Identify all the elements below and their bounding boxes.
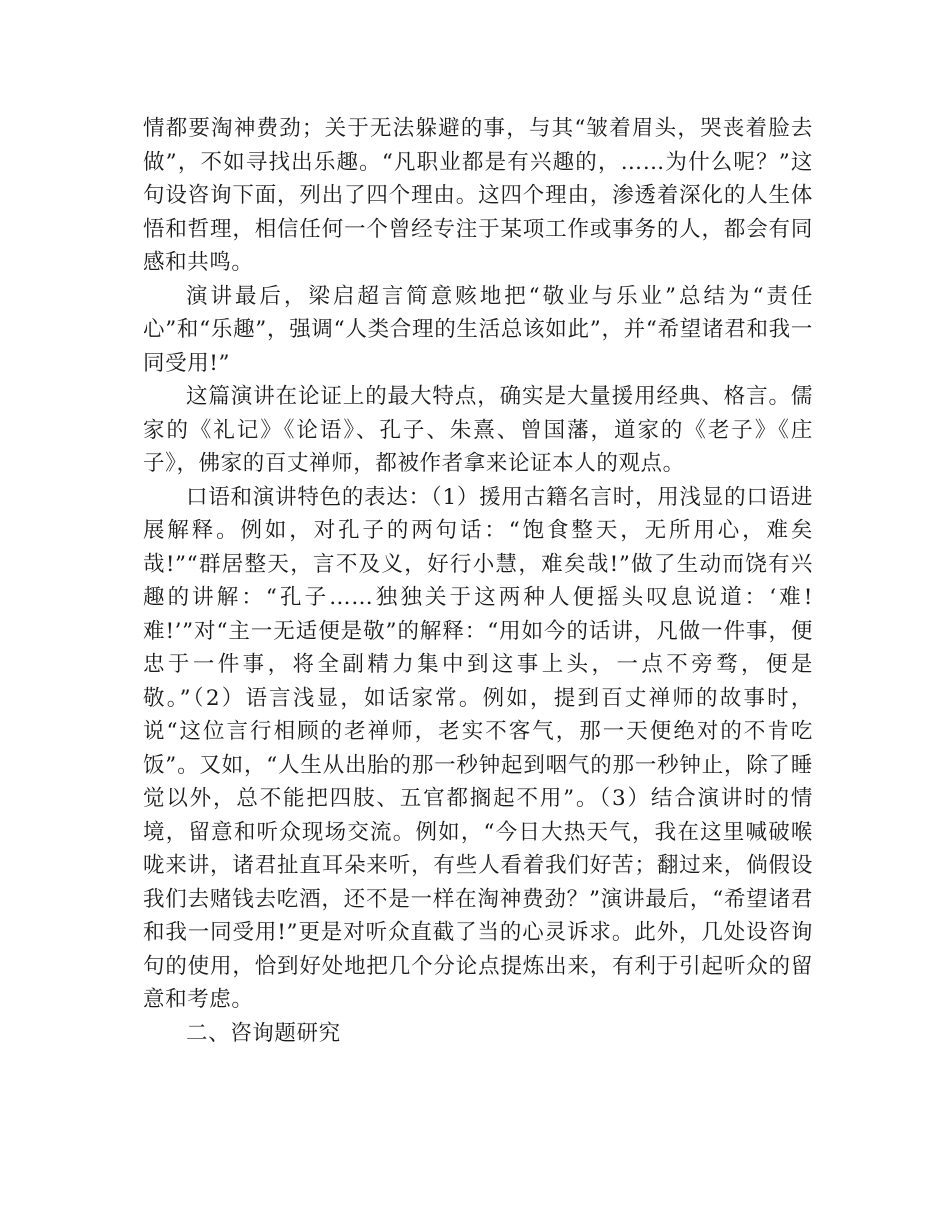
paragraph-oral-style: 口语和演讲特色的表达：（1）援用古籍名言时，用浅显的口语进展解释。例如，对孔子的两句话：“饱食整天，无所用心，难矣哉!”“群居整天，言不及义，好行小慧，难矣哉!”做了生动而饶有兴趣的讲解：“孔子……独独关于这两种人便摇头叹息说道：‘难!难!’”对“主一无适便是敬”的解释：“用如今的话讲，凡做一件事，便忠于一件事，将全副精力集中到这事上头，一点不旁骛，便是敬。”（2）语言浅显，如话家常。例如，提到百丈禅师的故事时，说“这位言行相顾的老禅师，老实不客气，那一天便绝对的不肯吃饭”。又如，“人生从出胎的那一秒钟起到咽气的那一秒钟止，除了睡觉以外，总不能把四肢、五官都搁起不用”。（3）结合演讲时的情境，留意和听众现场交流。例如，“今日大热天气，我在这里喊破喉咙来讲，诸君扯直耳朵来听，有些人看着我们好苦；翻过来，倘假设我们去赌钱去吃酒，还不是一样在淘神费劲？”演讲最后，“希望诸君和我一同受用!”更是对听众直截了当的心灵诉求。此外，几处设咨询句的使用，恰到好处地把几个分论点提炼出来，有利于引起听众的留意和考虑。 (143, 484, 813, 1012)
document-page (143, 112, 813, 1050)
paragraph-argument-feature: 这篇演讲在论证上的最大特点，确实是大量援用经典、格言。儒家的《礼记》《论语》、孔子、朱熹、曾国藩，道家的《老子》《庄子》，佛家的百丈禅师，都被作者拿来论证本人的观点。 (143, 384, 813, 476)
paragraph-continuation: 情都要淘神费劲；关于无法躲避的事，与其“皱着眉头，哭丧着脸去做”，不如寻找出乐趣。“凡职业都是有兴趣的，……为什么呢？”这句设咨询下面，列出了四个理由。这四个理由，渗透着深化的人生体悟和哲理，相信任何一个曾经专注于某项工作或事务的人，都会有同感和共鸣。 (143, 116, 813, 275)
section-heading: 二、咨询题研究 (186, 1020, 341, 1046)
paragraph-speech-conclusion: 演讲最后，梁启超言简意赅地把“敬业与乐业”总结为“责任心”和“乐趣”，强调“人类合理的生活总该如此”，并“希望诸君和我一同受用!” (143, 283, 813, 376)
